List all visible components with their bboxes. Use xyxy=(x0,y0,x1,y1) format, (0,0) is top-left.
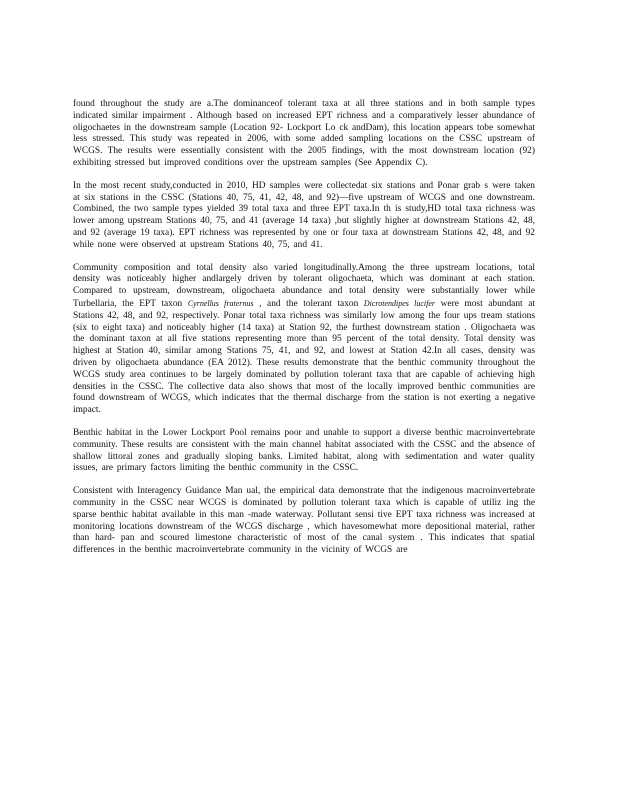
paragraph-text: Benthic habitat in the Lower Lockport Pool remains poor and unable to support a diverse benthic macroinvertebrate community. These results are consistent with the main channel habitat associated with the CSSC and the absence of shallow littoral zones and gradually sloping banks. Limited habitat, along with sedimentation and water quality issues, are primary factors limiting the benthic community in the CSSC. xyxy=(73,427,535,474)
paragraph-text: , and the tolerant taxon xyxy=(253,298,364,309)
body-paragraph xyxy=(73,181,535,252)
taxon-name-italic: Dicrotendipes lucifer xyxy=(363,298,436,308)
document-body xyxy=(73,99,535,568)
taxon-name-italic: Cyrnellus fraternus xyxy=(187,298,254,308)
paragraph-text: were most abundant at Stations 42, 48, and 92, respectively. Ponar total taxa richness was similarly low among the four ups tream stations (six to eight taxa) and noticeably higher (14 taxa) at Station 92, the furthest downstream station . Oligochaeta was the dominant taxon at all five stations representing more than 95 percent of the total density. Total density was highest at Station 40, similar among Stations 75, 41, and 92, and lowest at Station 42.In all cases, density was driven by oligochaeta abundance (EA 2012). These results demonstrate that the benthic community throughout the WCGS study area continues to be largely dominated by pollution tolerant taxa that are capable of achieving high densities in the CSSC. The collective data also shows that most of the locally improved benthic communities are found downstream of WCGS, which indicates that the thermal discharge from the station is not exerting a negative impact. xyxy=(73,298,535,416)
paragraph-text: Community composition and total density also varied longitudinally.Among the three upstream locations, total density was noticeably higher andlargely driven by tolerant oligochaeta, which was dominant at each station. Compared to upstream, downstream, oligochaeta abundance and total density were substantially lower while Turbellaria, the EPT taxon xyxy=(73,262,535,309)
body-paragraph xyxy=(73,263,535,417)
paragraph-text: found throughout the study are a.The dominanceof tolerant taxa at all three stations and in both sample types indicated similar impairment . Although based on increased EPT richness and a comparatively lesser abundance of oligochaetes in the downstream sample (Location 92- Lockport Lo ck andDam), this location appears tobe somewhat less stressed. This study was repeated in 2006, with some added sampling locations on the CSSC upstream of WCGS. The results were essentially consistent with the 2005 findings, with the most downstream location (92) exhibiting stressed but improved conditions over the upstream samples (See Appendix C). xyxy=(73,99,535,168)
body-paragraph xyxy=(73,99,535,170)
body-paragraph xyxy=(73,428,535,475)
body-paragraph xyxy=(73,486,535,557)
paragraph-text: Consistent with Interagency Guidance Man ual, the empirical data demonstrate that the indigenous macroinvertebrate community in the CSSC near WCGS is dominated by pollution tolerant taxa which is capable of utiliz ing the sparse benthic habitat available in this man -made waterway. Pollutant sensi tive EPT taxa richness was increased at monitoring locations downstream of the WCGS discharge , which havesomewhat more depositional material, rather than hard- pan and scoured limestone characteristic of most of the canal system . This indicates that spatial differences in the benthic macroinvertebrate community in the vicinity of WCGS are xyxy=(73,486,535,556)
paragraph-text: In the most recent study,conducted in 2010, HD samples were collectedat six stations and Ponar grab s were taken at six stations in the CSSC (Stations 40, 75, 41, 42, 48, and 92)—five upstream of WCGS and one downstream. Combined, the two sample types yielded 39 total taxa and three EPT taxa.In th is study,HD total taxa richness was lower among upstream Stations 40, 75, and 41 (average 14 taxa) ,but slightly higher at downstream Stations 42, 48, and 92 (average 19 taxa). EPT richness was represented by one or four taxa at downstream Stations 42, 48, and 92 while none were observed at upstream Stations 40, 75, and 41. xyxy=(73,180,535,250)
